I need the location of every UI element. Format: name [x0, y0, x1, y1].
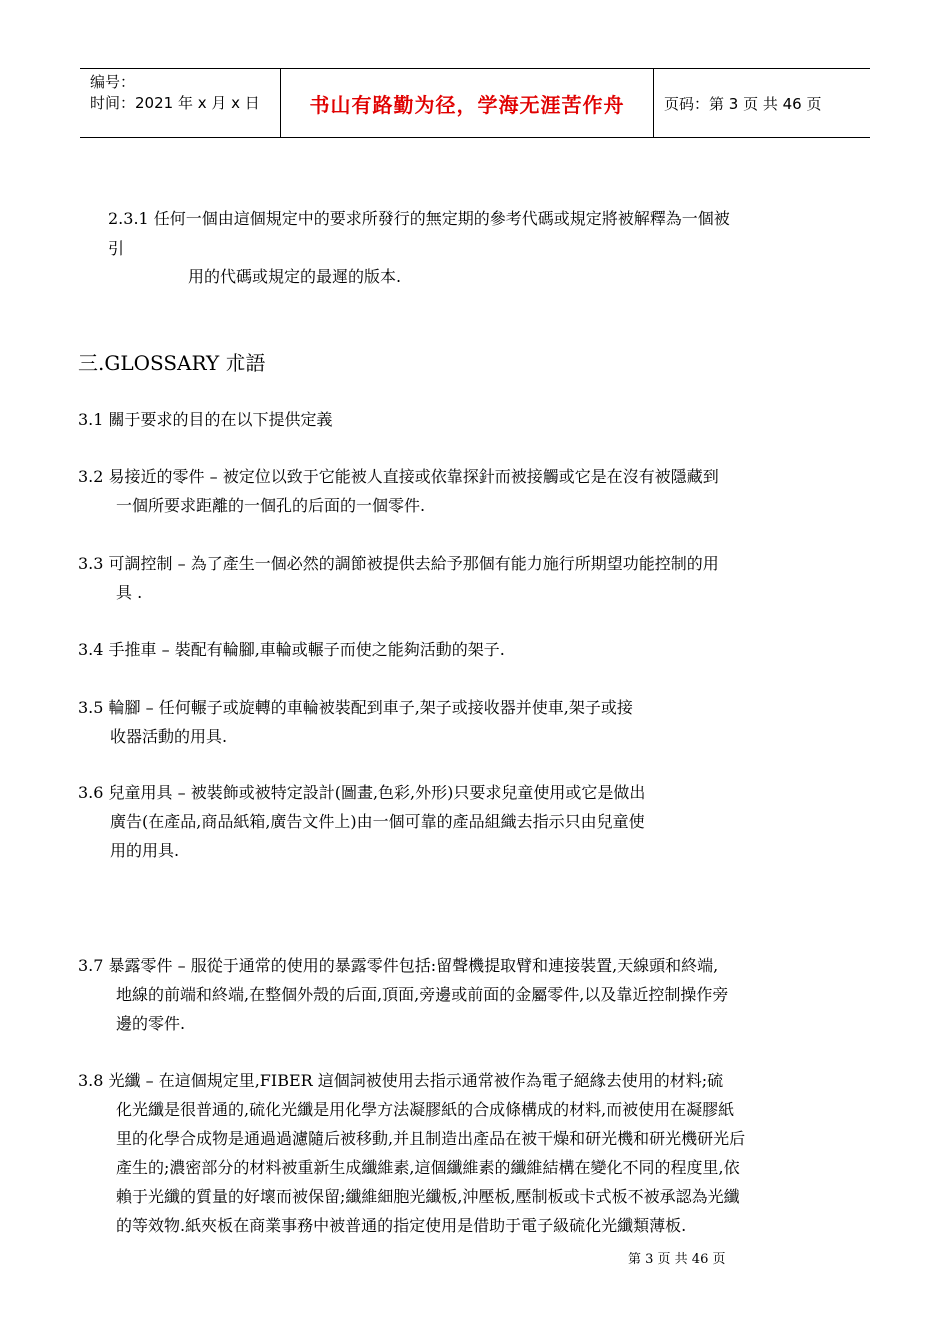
clause-3-5-line-1: 3.5 輪腳 – 任何輾子或旋轉的車輪被裝配到車子,架子或接收器并使車,架子或接	[78, 698, 633, 717]
clause-3-2-line-2: 一個所要求距離的一個孔的后面的一個零件.	[116, 496, 426, 515]
clause-3-6-line-1: 3.6 兒童用具 – 被裝飾或被特定設計(圖畫,色彩,外形)只要求兒童使用或它是做出	[78, 783, 646, 802]
clause-3-6-line-2: 廣告(在產品,商品紙箱,廣告文件上)由一個可靠的產品組織去指示只由兒童使	[110, 812, 645, 831]
clause-3-7-line-1: 3.7 暴露零件 – 服從于通常的使用的暴露零件包括:留聲機提取臂和連接裝置,天線頭和終端,	[78, 956, 719, 975]
clause-2-3-1-line-3: 用的代碼或規定的最遲的版本.	[188, 267, 402, 286]
header-motto: 书山有路勤为径，学海无涯苦作舟	[309, 92, 625, 117]
section-3-title: 三.GLOSSARY 朮語	[78, 351, 266, 375]
clause-3-8-line-6: 的等效物.紙夾板在商業事務中被普通的指定使用是借助于電子級硫化光纖類薄板.	[116, 1216, 687, 1235]
document-date-label: 时间：2021 年 x 月 x 日	[90, 94, 260, 112]
clause-3-1: 3.1 關于要求的目的在以下提供定義	[78, 410, 333, 429]
clause-3-8-line-2: 化光纖是很普通的,硫化光纖是用化學方法凝膠紙的合成條構成的材料,而被使用在凝膠紙	[116, 1100, 735, 1119]
clause-3-4: 3.4 手推車 – 裝配有輪腳,車輪或輾子而使之能夠活動的架子.	[78, 640, 505, 659]
clause-3-3-line-2: 具 .	[116, 583, 143, 602]
document-number-label: 编号：	[90, 73, 136, 91]
header-info-cell	[80, 69, 281, 137]
clause-3-8-line-1: 3.8 光纖 – 在這個規定里,FIBER 這個詞被使用去指示通常被作為電子絕緣去使用的材料;硫	[78, 1071, 724, 1090]
clause-3-6-line-3: 用的用具.	[110, 841, 180, 860]
header-page-label: 页码：第 3 页 共 46 页	[664, 94, 822, 113]
clause-3-7-line-3: 邊的零件.	[116, 1014, 186, 1033]
clause-2-3-1-line-2: 引	[108, 239, 125, 258]
clause-3-8-line-4: 產生的;濃密部分的材料被重新生成纖維素,這個纖維素的纖維結構在變化不同的程度里,依	[116, 1158, 740, 1177]
clause-3-8-line-3: 里的化學合成物是通過過濾隨后被移動,并且制造出產品在被干燥和研光機和研光機研光后	[116, 1129, 746, 1148]
header-page-cell	[654, 69, 870, 137]
clause-2-3-1-line-1: 2.3.1 任何一個由這個規定中的要求所發行的無定期的參考代碼或規定將被解釋為一個被	[108, 209, 730, 228]
clause-3-3-line-1: 3.3 可調控制 – 為了產生一個必然的調節被提供去給予那個有能力施行所期望功能控制的用	[78, 554, 719, 573]
document-header	[80, 68, 870, 138]
clause-3-8-line-5: 賴于光纖的質量的好壞而被保留;纖維細胞光纖板,沖壓板,壓制板或卡式板不被承認為光纖	[116, 1187, 740, 1206]
clause-3-7-line-2: 地線的前端和終端,在整個外殼的后面,頂面,旁邊或前面的金屬零件,以及靠近控制操作旁	[116, 985, 729, 1004]
clause-3-5-line-2: 收器活動的用具.	[110, 727, 228, 746]
page-footer: 第 3 页 共 46 页	[628, 1252, 726, 1267]
header-motto-cell	[281, 69, 654, 137]
clause-3-2-line-1: 3.2 易接近的零件 – 被定位以致于它能被人直接或依靠探針而被接觸或它是在沒有被隱藏到	[78, 467, 719, 486]
